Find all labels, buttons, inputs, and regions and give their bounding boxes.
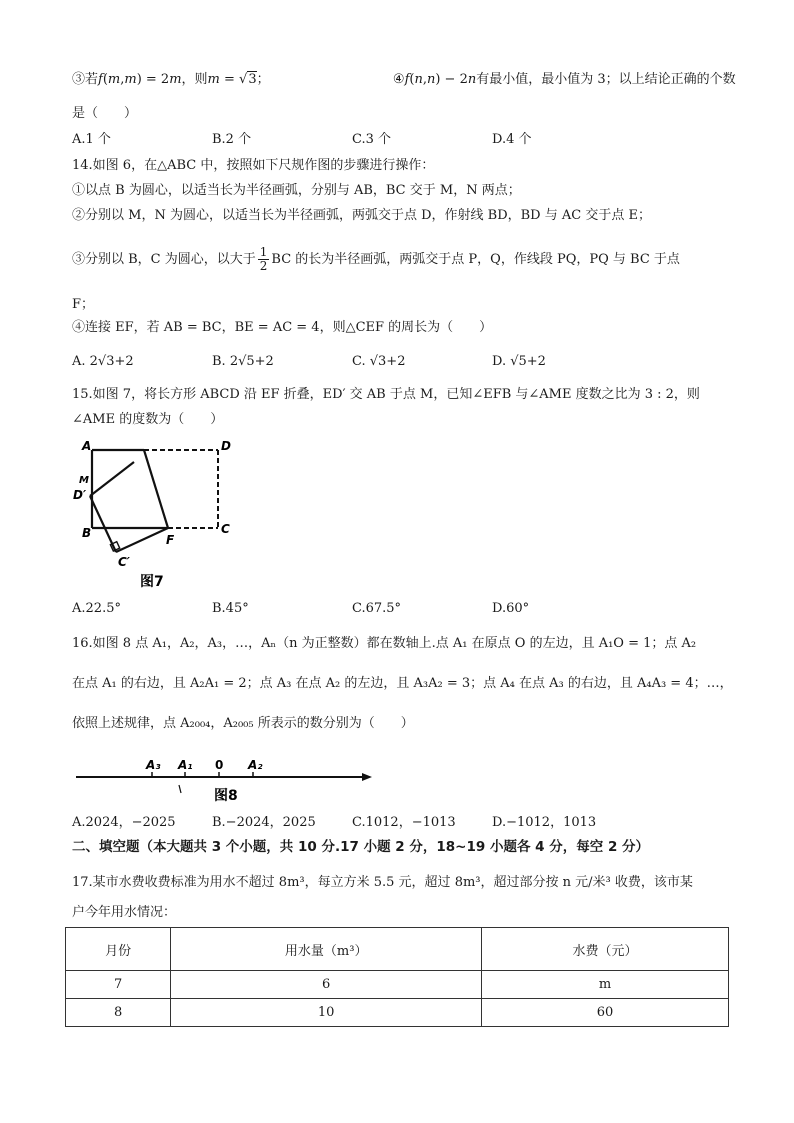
q14-options: [72, 352, 722, 372]
q14-option-a[interactable]: A. 2√3+2: [72, 354, 134, 369]
figure-8-number-line: [72, 752, 382, 808]
fig8-label-a1: A₁: [178, 758, 193, 772]
fig7-caption: 图7: [140, 574, 164, 590]
q15-option-d[interactable]: D.60°: [492, 601, 530, 616]
fig7-label-a: A: [82, 439, 92, 453]
table-header-fee: 水费（元）: [482, 928, 729, 971]
q15-options: [72, 599, 722, 619]
water-usage-table: [65, 927, 729, 1027]
fig8-mark: [179, 785, 181, 793]
q14-step-3-cont: F；: [72, 297, 95, 312]
fig7-label-c: C: [221, 522, 230, 536]
table-cell: 7: [66, 971, 171, 999]
fig7-fold-ef: [144, 450, 168, 528]
figure-7: [68, 432, 248, 592]
q13-line-2: 是（ ）: [72, 106, 138, 121]
fig7-label-d: D: [221, 439, 231, 453]
fig7-label-dprime: D′: [73, 488, 87, 502]
q14-option-b[interactable]: B. 2√5+2: [212, 354, 274, 369]
table-row: [66, 999, 729, 1027]
fig7-label-f: F: [166, 533, 175, 547]
section-2-title: 二、填空题（本大题共 3 个小题，共 10 分.17 小题 2 分，18~19 小题各 4 分，每空 2 分）: [72, 839, 650, 855]
fig7-line-cf: [116, 528, 168, 552]
q16-option-d[interactable]: D.−1012，1013: [492, 815, 597, 830]
fig8-arrow: [362, 773, 372, 781]
q14-stem: 14.如图 6，在△ABC 中，按照如下尺规作图的步骤进行操作：: [72, 158, 435, 173]
table-cell: 8: [66, 999, 171, 1027]
fig8-caption: 图8: [214, 788, 238, 804]
table-cell: 6: [171, 971, 482, 999]
q14-option-c[interactable]: C. √3+2: [352, 354, 406, 369]
q14-step-4: ④连接 EF，若 AB = BC，BE = AC = 4，则△CEF 的周长为（ ）: [72, 320, 493, 335]
q15-option-a[interactable]: A.22.5°: [72, 601, 121, 616]
table-cell: m: [482, 971, 729, 999]
q13-option-d[interactable]: D.4 个: [492, 132, 532, 147]
fig8-label-a2: A₂: [248, 758, 263, 772]
q15-stem-2: ∠AME 的度数为（ ）: [72, 412, 224, 427]
q16-stem-1: 16.如图 8 点 A₁，A₂，A₃，…，Aₙ（n 为正整数）都在数轴上.点 A₁ 在原点 O 的左边，且 A₁O = 1；点 A₂: [72, 636, 697, 651]
q16-option-b[interactable]: B.−2024，2025: [212, 815, 316, 830]
fig8-label-a3: A₃: [146, 758, 161, 772]
table-header-row: [66, 928, 729, 971]
q14-step-2: ②分别以 M，N 为圆心，以适当长为半径画弧，两弧交于点 D，作射线 BD，BD 与 AC 交于点 E；: [72, 208, 651, 223]
q13-option-a[interactable]: A.1 个: [72, 132, 111, 147]
q17-stem-2: 户今年用水情况：: [72, 905, 177, 920]
fig7-label-cprime: C′: [118, 555, 130, 569]
q13-option-c[interactable]: C.3 个: [352, 132, 392, 147]
q14-step-3: ③分别以 B，C 为圆心，以大于 $\frac{1}{2}$ BC 的长为半径画弧，两弧交于点 P，Q，作线段 PQ，PQ 与 BC 于点: [72, 245, 680, 273]
q15-option-b[interactable]: B.45°: [212, 601, 249, 616]
half-fraction: $\frac{1}{2}$: [259, 245, 268, 273]
q16-stem-2: 在点 A₁ 的右边，且 A₂A₁ = 2；点 A₃ 在点 A₂ 的左边，且 A₃A₂ = 3；点 A₄ 在点 A₃ 的右边，且 A₄A₃ = 4；…，: [72, 676, 733, 691]
q17-stem-1: 17.某市水费收费标准为用水不超过 8m³，每立方米 5.5 元，超过 8m³，超过部分按 n 元/米³ 收费，该市某: [72, 875, 693, 890]
q16-options: [72, 813, 722, 833]
q15-stem-1: 15.如图 7，将长方形 ABCD 沿 EF 折叠，ED′ 交 AB 于点 M，已知∠EFB 与∠AME 度数之比为 3 : 2，则: [72, 387, 700, 402]
q14-step-1: ①以点 B 为圆心，以适当长为半径画弧，分别与 AB，BC 交于 M，N 两点；: [72, 183, 521, 198]
q16-option-a[interactable]: A.2024，−2025: [72, 815, 176, 830]
fig7-label-m: M: [79, 475, 89, 486]
table-header-month: 月份: [66, 928, 171, 971]
table-row: [66, 971, 729, 999]
fig7-line-ed: [90, 462, 134, 496]
q16-option-c[interactable]: C.1012，−1013: [352, 815, 456, 830]
q13-option-b[interactable]: B.2 个: [212, 132, 252, 147]
q15-option-c[interactable]: C.67.5°: [352, 601, 402, 616]
q16-stem-3: 依照上述规律，点 A₂₀₀₄，A₂₀₀₅ 所表示的数分别为（ ）: [72, 716, 414, 731]
fig8-label-o: 0: [215, 758, 224, 772]
table-cell: 10: [171, 999, 482, 1027]
q13-options: [72, 130, 722, 150]
table-header-usage: 用水量（m³）: [171, 928, 482, 971]
table-cell: 60: [482, 999, 729, 1027]
fig7-label-b: B: [82, 526, 92, 540]
q13-line-1: ③若f(m,m) = 2m，则m = √3； ④f(n,n) − 2n有最小值，最小值为 3；以上结论正确的个数: [72, 72, 736, 87]
q14-option-d[interactable]: D. √5+2: [492, 354, 546, 369]
